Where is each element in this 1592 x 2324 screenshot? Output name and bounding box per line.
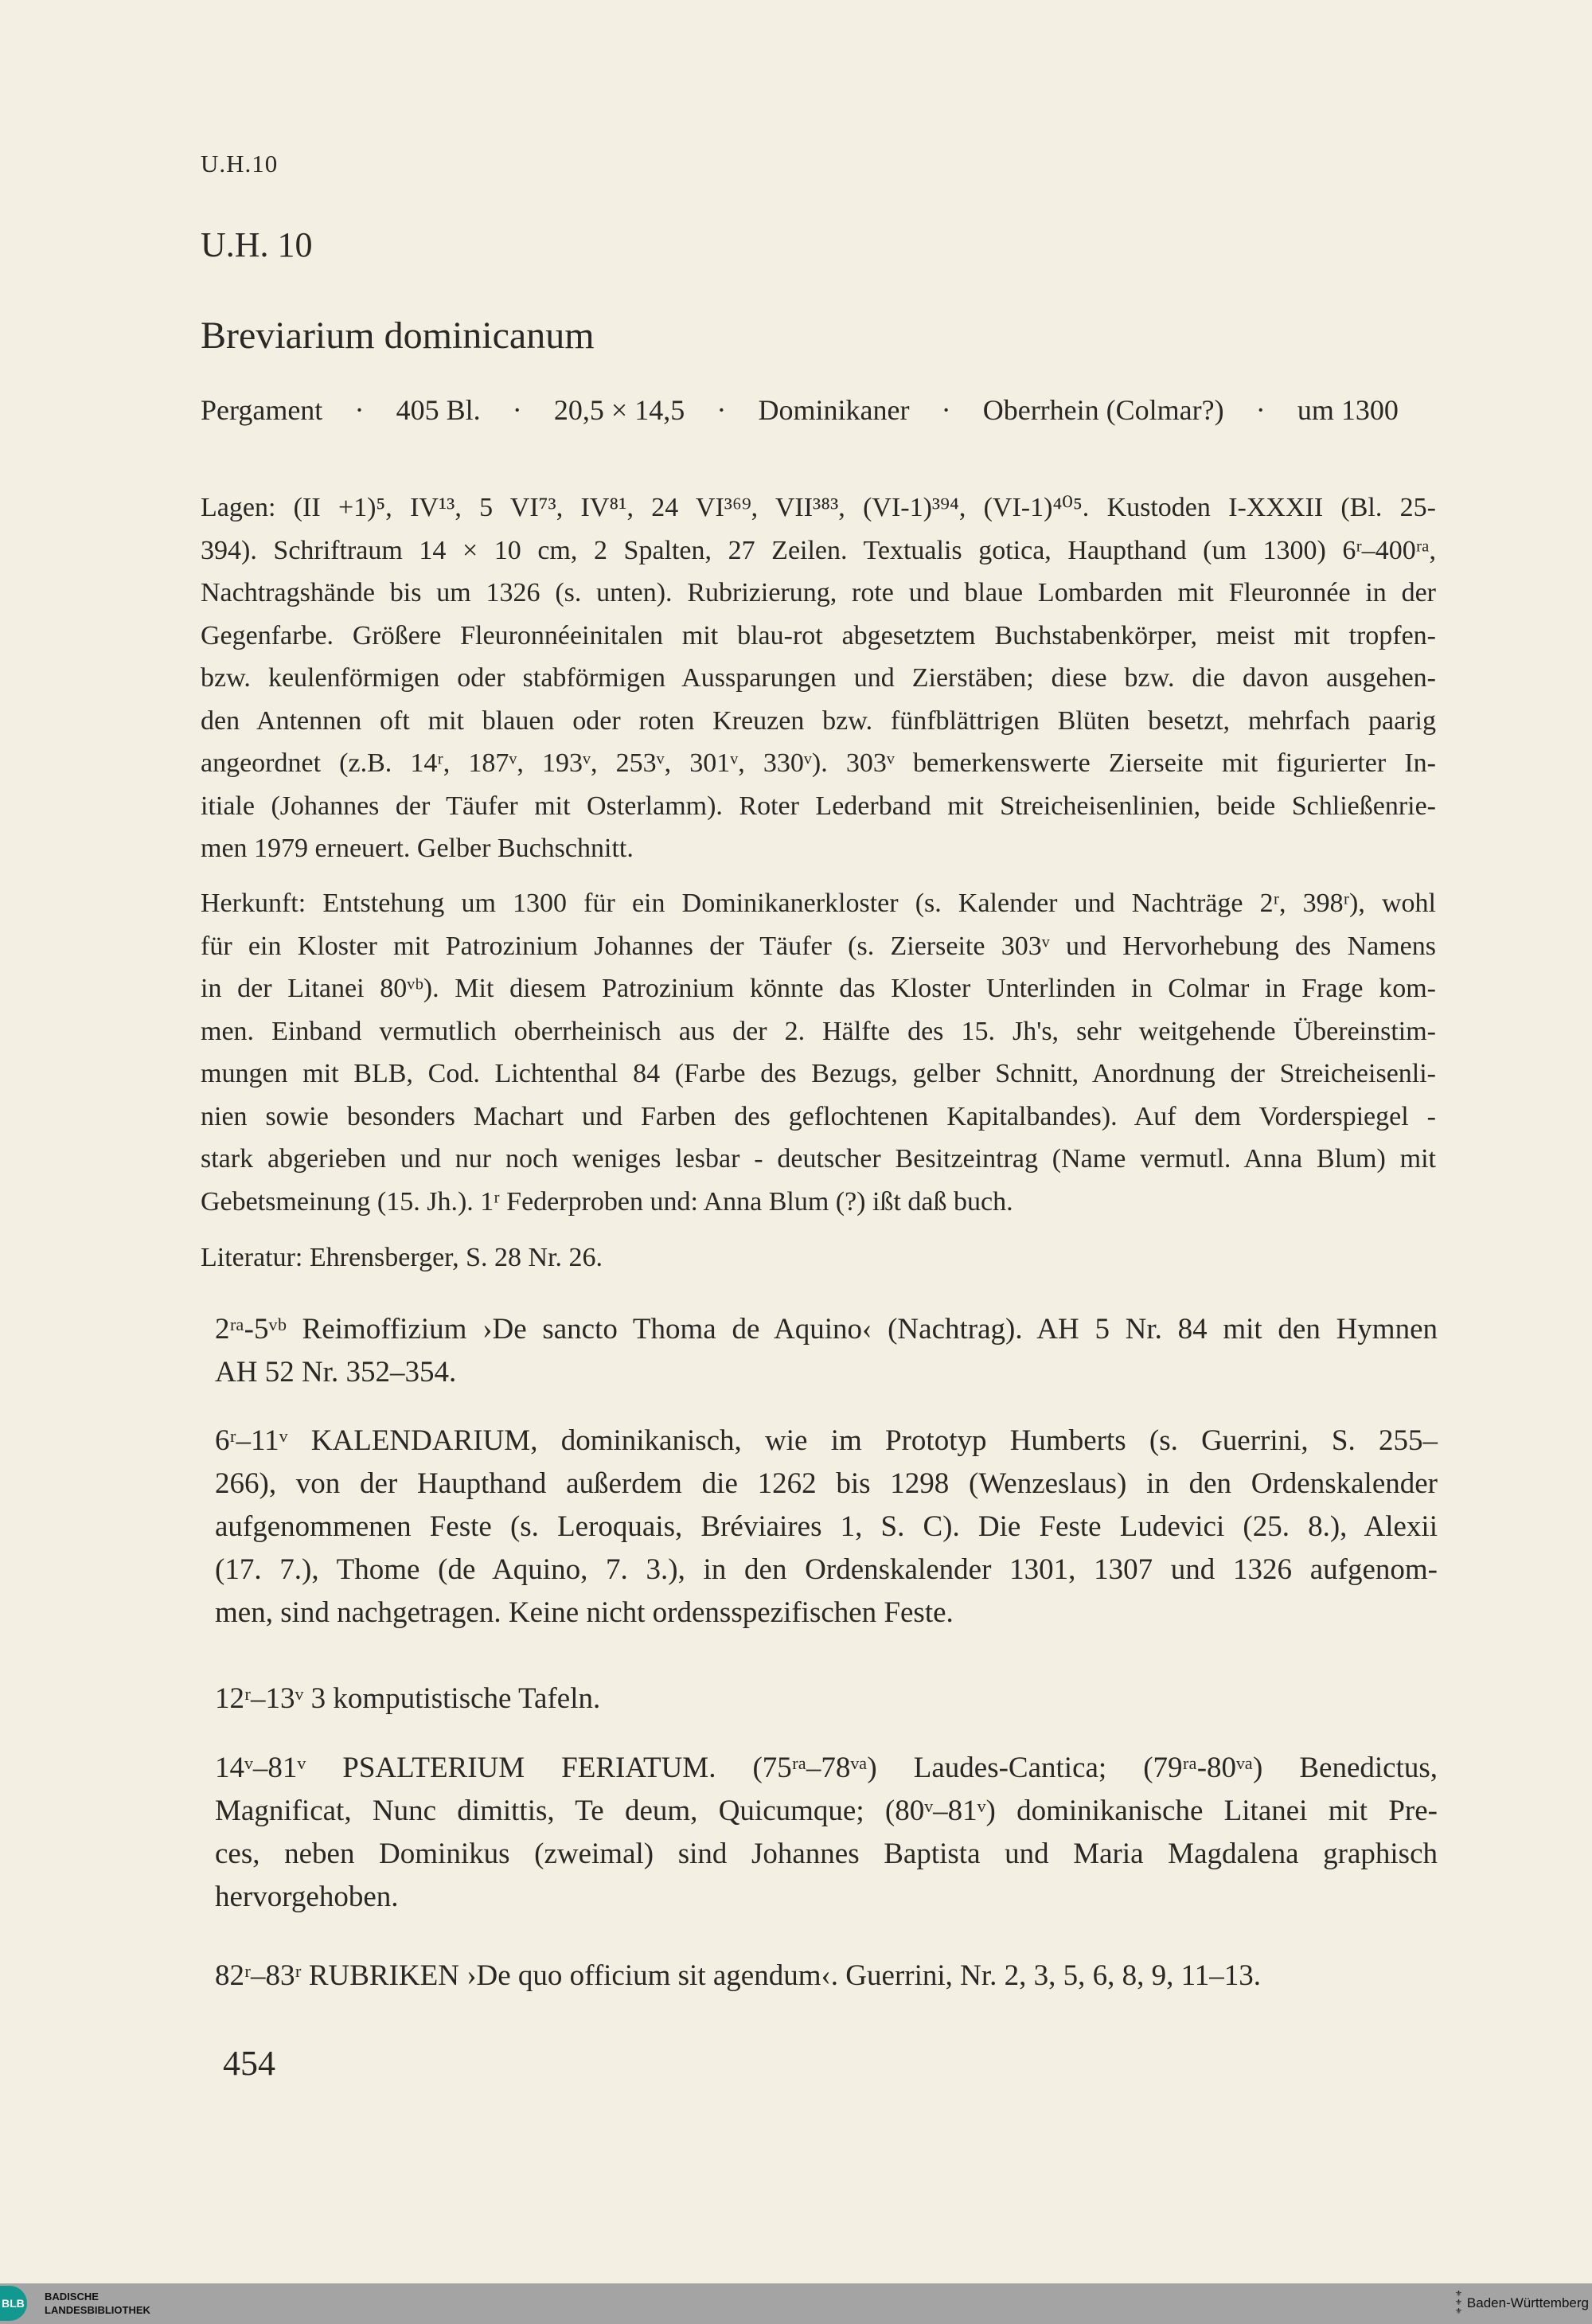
metadata-item: Oberrhein (Colmar?) [982,394,1224,426]
text-line: 2ʳᵃ-5ᵛᵇ Reimoffizium ›De sancto Thoma de Aquino‹ (Nachtrag). AH 5 Nr. 84 mit den Hymnen [215,1313,1438,1346]
text-line: 82ʳ–83ʳ RUBRIKEN ›De quo officium sit agendum‹. Guerrini, Nr. 2, 3, 5, 6, 8, 9, 11–13. [215,1959,1262,1992]
text-line: stark abgerieben und nur noch weniges lesbar - deutscher Besitzeintrag (Name vermutl. Anna Blum) mit [201,1144,1436,1174]
text-line: men 1979 erneuert. Gelber Buchschnitt. [201,834,634,863]
blb-logo[interactable]: BLB [0,2286,27,2321]
separator-dot: · [512,394,522,426]
manuscript-metadata [201,393,1399,427]
text-line: AH 52 Nr. 352–354. [215,1356,457,1389]
separator-dot: · [1255,394,1266,426]
text-line: 394). Schriftraum 14 × 10 cm, 2 Spalten, 27 Zeilen. Textualis gotica, Haupthand (um 1300) 6ʳ–400ʳᵃ, [201,535,1436,565]
text-line: men, sind nachgetragen. Keine nicht ordensspezifischen Feste. [215,1596,954,1629]
content-entry [215,1747,1438,1919]
running-head: U.H.10 [201,150,279,178]
separator-dot: · [716,394,727,426]
text-line: 266), von der Haupthand außerdem die 1262 bis 1298 (Wenzeslaus) in den Ordenskalender [215,1467,1438,1500]
text-line: bzw. keulenförmigen oder stabförmigen Aussparungen und Zierstäben; diese bzw. die davon ausgehen- [201,663,1436,693]
text-line: Gegenfarbe. Größere Fleuronnéeinitalen mit blau-rot abgesetztem Buchstabenkörper, meist mit tropfen- [201,620,1436,650]
separator-dot: · [354,394,365,426]
text-line: nien sowie besonders Machart und Farben des geflochtenen Kapitalbandes). Auf dem Vorderspiegel - [201,1101,1436,1131]
manuscript-title: Breviarium dominicanum [201,314,595,357]
metadata-item: Dominikaner [758,394,910,426]
physical-description [201,486,1436,870]
text-line: Herkunft: Entstehung um 1300 für ein Dominikanerkloster (s. Kalender und Nachträge 2ʳ, 398ʳ), wohl [201,889,1436,918]
state-name: Baden-Württemberg [1466,2295,1589,2310]
provenance [201,882,1436,1223]
text-line: ces, neben Dominikus (zweimal) sind Johannes Baptista und Maria Magdalena graphisch [215,1838,1438,1870]
content-entry [215,1955,1438,1998]
metadata-item: Pergament [201,394,323,426]
content-entry [215,1678,1438,1721]
text-line: 6ʳ–11ᵛ KALENDARIUM, dominikanisch, wie im Prototyp Humberts (s. Guerrini, S. 255– [215,1424,1438,1457]
text-line: Nachtragshände bis um 1326 (s. unten). Rubrizierung, rote und blaue Lombarden mit Fleuronnée in der [201,578,1436,607]
separator-dot: · [941,394,951,426]
metadata-item: um 1300 [1297,394,1399,426]
content-entry [215,1308,1438,1394]
text-line: hervorgehoben. [215,1881,399,1913]
text-line: 12ʳ–13ᵛ 3 komputistische Tafeln. [215,1682,601,1715]
text-line: itiale (Johannes der Täufer mit Osterlamm). Roter Lederband mit Streicheisenlinien, beide Schließenrie- [201,791,1436,821]
shelfmark-heading: U.H. 10 [201,225,313,264]
text-line: men. Einband vermutlich oberrheinisch aus der 2. Hälfte des 15. Jh's, sehr weitgehende Übereinstim- [201,1016,1436,1046]
literature-line: Literatur: Ehrensberger, S. 28 Nr. 26. [201,1243,603,1272]
text-line: Magnificat, Nunc dimittis, Te deum, Quicumque; (80ᵛ–81ᵛ) dominikanische Litanei mit Pre- [215,1795,1438,1827]
footer-bar [0,2283,1592,2324]
metadata-item: 20,5 × 14,5 [553,394,685,426]
text-line: den Antennen oft mit blauen oder roten Kreuzen bzw. fünfblättrigen Blüten besetzt, mehrfach paarig [201,705,1436,736]
literature [201,1236,1436,1279]
metadata-item: 405 Bl. [396,394,481,426]
lions-coat-of-arms-icon: ⚜ ⚜ ⚜ [1454,2290,1462,2316]
text-line: angeordnet (z.B. 14ʳ, 187ᵛ, 193ᵛ, 253ᵛ, 301ᵛ, 330ᵛ). 303ᵛ bemerkenswerte Zierseite mit figurierter In- [201,748,1436,778]
text-line: Gebetsmeinung (15. Jh.). 1ʳ Federproben und: Anna Blum (?) ißt daß buch. [201,1186,1013,1217]
baden-wuerttemberg-logo[interactable] [1455,2290,1589,2316]
library-name [45,2290,150,2317]
library-name-line-1: BADISCHE [45,2291,99,2303]
text-line: für ein Kloster mit Patrozinium Johannes der Täufer (s. Zierseite 303ᵛ und Hervorhebung des Namens [201,931,1436,961]
text-line: 14ᵛ–81ᵛ PSALTERIUM FERIATUM. (75ʳᵃ–78ᵛᵃ) Laudes-Cantica; (79ʳᵃ-80ᵛᵃ) Benedictus, [215,1752,1438,1784]
page-number: 454 [223,2044,275,2083]
text-line: (17. 7.), Thome (de Aquino, 7. 3.), in den Ordenskalender 1301, 1307 und 1326 aufgenom- [215,1553,1438,1586]
text-line: Lagen: (II +1)⁵, IV¹³, 5 VI⁷³, IV⁸¹, 24 VI³⁶⁹, VII³⁸³, (VI-1)³⁹⁴, (VI-1)⁴⁰⁵. Kustoden I-XXXII (Bl. 25- [201,493,1436,522]
library-name-line-2: LANDESBIBLIOTHEK [45,2304,150,2316]
text-line: mungen mit BLB, Cod. Lichtenthal 84 (Farbe des Bezugs, gelber Schnitt, Anordnung der Streicheisenli- [201,1059,1436,1088]
text-line: in der Litanei 80ᵛᵇ). Mit diesem Patrozinium könnte das Kloster Unterlinden in Colmar in Frage kom- [201,974,1436,1003]
content-entry [215,1420,1438,1635]
text-line: aufgenommenen Feste (s. Leroquais, Bréviaires 1, S. C). Die Feste Ludevici (25. 8.), Alexii [215,1510,1438,1543]
